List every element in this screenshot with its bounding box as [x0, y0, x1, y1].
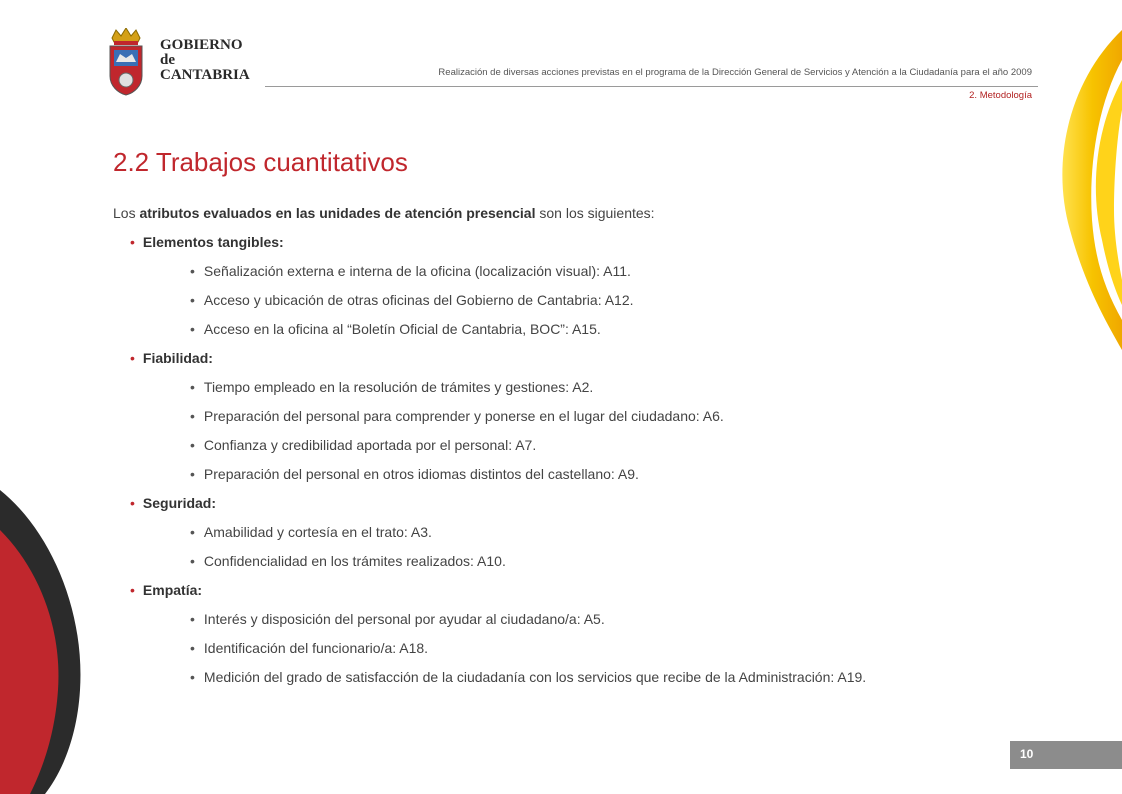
- bullet-icon: •: [130, 234, 135, 250]
- list-item-text: Amabilidad y cortesía en el trato: A3.: [203, 524, 432, 540]
- list-item-text: Medición del grado de satisfacción de la ciudadanía con los servicios que recibe de la Administración: A19.: [203, 669, 867, 685]
- header-section: 2. Metodología: [969, 90, 1032, 101]
- list-item-text: Interés y disposición del personal por ayudar al ciudadano/a: A5.: [203, 611, 605, 627]
- coat-of-arms-icon: [106, 28, 146, 96]
- group-title-text: Seguridad:: [142, 495, 217, 511]
- list-item-text: Señalización externa e interna de la oficina (localización visual): A11.: [203, 263, 631, 279]
- list-item-text: Identificación del funcionario/a: A18.: [203, 640, 429, 656]
- list-item-text: Preparación del personal para comprender y ponerse en el lugar del ciudadano: A6.: [203, 408, 724, 424]
- intro-prefix: Los: [113, 205, 140, 221]
- list-item-text: Acceso y ubicación de otras oficinas del Gobierno de Cantabria: A12.: [203, 292, 634, 308]
- header-divider: [265, 86, 1038, 87]
- group-title: [130, 234, 284, 250]
- group-title: [130, 350, 213, 366]
- list-item: [190, 263, 631, 279]
- group-title: [130, 582, 202, 598]
- list-item: [190, 611, 605, 627]
- yellow-swirl-decoration: [1040, 20, 1122, 360]
- bullet-icon: •: [190, 466, 195, 482]
- bullet-icon: •: [190, 263, 195, 279]
- gobierno-cantabria-logo: [106, 28, 256, 98]
- bullet-icon: •: [190, 524, 195, 540]
- list-item: [190, 408, 724, 424]
- logo-line-1: GOBIERNO: [160, 37, 243, 53]
- page-title: 2.2 Trabajos cuantitativos: [113, 147, 408, 177]
- list-item: [190, 640, 428, 656]
- list-item: [190, 466, 639, 482]
- page-number: 10: [1020, 747, 1034, 761]
- bullet-icon: •: [190, 437, 195, 453]
- red-black-decoration: [0, 490, 90, 794]
- header-title: Realización de diversas acciones previstas en el programa de la Dirección General de Servicios y Atención a la Ciudadanía para el año 2009: [438, 67, 1032, 78]
- list-item: [190, 292, 634, 308]
- list-item-text: Confianza y credibilidad aportada por el personal: A7.: [203, 437, 537, 453]
- list-item: [190, 379, 593, 395]
- group-title-text: Empatía:: [142, 582, 203, 598]
- logo-line-3: CANTABRIA: [160, 67, 250, 83]
- list-item: [190, 669, 866, 685]
- bullet-icon: •: [190, 321, 195, 337]
- bullet-icon: •: [130, 495, 135, 511]
- bullet-icon: •: [190, 640, 195, 656]
- group-title-text: Fiabilidad:: [142, 350, 213, 366]
- bullet-icon: •: [190, 292, 195, 308]
- bullet-icon: •: [190, 408, 195, 424]
- bullet-icon: •: [190, 553, 195, 569]
- intro-suffix: son los siguientes:: [535, 205, 655, 221]
- intro-paragraph: [113, 205, 655, 221]
- page-number-box: [1010, 741, 1122, 769]
- list-item: [190, 553, 506, 569]
- bullet-icon: •: [130, 350, 135, 366]
- list-item-text: Confidencialidad en los trámites realizados: A10.: [203, 553, 506, 569]
- list-item: [190, 437, 536, 453]
- list-item-text: Tiempo empleado en la resolución de trámites y gestiones: A2.: [203, 379, 594, 395]
- list-item: [190, 524, 432, 540]
- bullet-icon: •: [130, 582, 135, 598]
- bullet-icon: •: [190, 669, 195, 685]
- list-item: [190, 321, 601, 337]
- logo-line-2: de: [160, 52, 175, 68]
- list-item-text: Acceso en la oficina al “Boletín Oficial de Cantabria, BOC”: A15.: [203, 321, 601, 337]
- bullet-icon: •: [190, 379, 195, 395]
- logo-wordmark: [160, 38, 250, 83]
- group-title-text: Elementos tangibles:: [142, 234, 284, 250]
- intro-bold: atributos evaluados en las unidades de atención presencial: [139, 205, 536, 221]
- group-title: [130, 495, 216, 511]
- list-item-text: Preparación del personal en otros idiomas distintos del castellano: A9.: [203, 466, 639, 482]
- bullet-icon: •: [190, 611, 195, 627]
